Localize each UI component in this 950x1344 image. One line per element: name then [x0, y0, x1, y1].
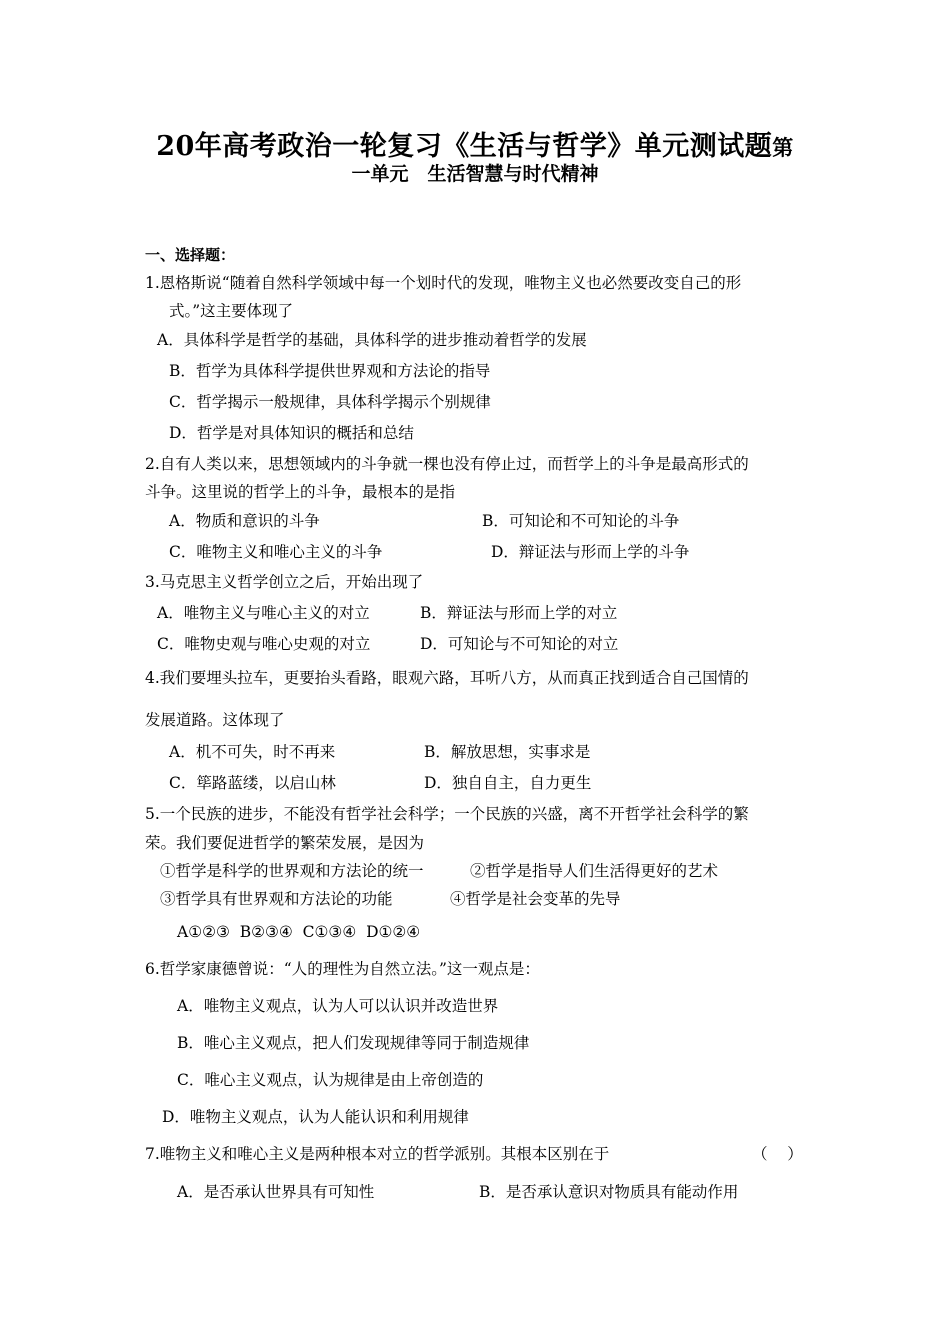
- question-1-stem-line2: 式。”这主要体现了: [169, 302, 294, 320]
- question-2-option-c: C．唯物主义和唯心主义的斗争: [169, 543, 383, 561]
- document-title-line2: 一单元 生活智慧与时代精神: [351, 163, 599, 185]
- question-1-option-a: A．具体科学是哲学的基础，具体科学的进步推动着哲学的发展: [157, 331, 587, 349]
- question-3-option-b: B．辩证法与形而上学的对立: [420, 604, 618, 622]
- document-title-line1: [0, 124, 950, 163]
- question-1-option-d: D．哲学是对具体知识的概括和总结: [169, 424, 414, 442]
- question-1-option-c: C．哲学揭示一般规律，具体科学揭示个别规律: [169, 393, 491, 411]
- question-2-option-b: B．可知论和不可知论的斗争: [482, 512, 680, 530]
- question-3-option-d: D．可知论与不可知论的对立: [420, 635, 619, 653]
- question-7-stem: 7.唯物主义和唯心主义是两种根本对立的哲学派别。其根本区别在于: [145, 1145, 610, 1163]
- question-5-statement-3: ③哲学具有世界观和方法论的功能: [160, 890, 393, 908]
- question-2-stem-line1: 2.自有人类以来，思想领域内的斗争就一棵也没有停止过，而哲学上的斗争是最高形式的: [145, 455, 749, 473]
- question-3-stem: 3.马克思主义哲学创立之后，开始出现了: [145, 573, 424, 591]
- question-5-statement-4: ④哲学是社会变革的先导: [450, 890, 621, 908]
- question-3-option-c: C．唯物史观与唯心史观的对立: [157, 635, 371, 653]
- question-5-choices: A①②③ B②③④ C①③④ D①②④: [177, 923, 421, 941]
- question-5-stem-line2: 荣。我们要促进哲学的繁荣发展，是因为: [145, 834, 425, 852]
- question-4-stem-line2: 发展道路。这体现了: [145, 711, 285, 729]
- question-4-option-c: C．筚路蓝缕，以启山林: [169, 774, 336, 792]
- document-title-tail: 第: [772, 135, 794, 160]
- question-5-stem-line1: 5.一个民族的进步，不能没有哲学社会科学；一个民族的兴盛，离不开哲学社会科学的繁: [145, 805, 749, 823]
- question-4-option-b: B．解放思想，实事求是: [424, 743, 591, 761]
- answer-bracket: （ ）: [752, 1145, 803, 1163]
- question-4-stem-line1: 4.我们要埋头拉车，更要抬头看路，眼观六路，耳听八方，从而真正找到适合自己国情的: [145, 669, 749, 687]
- question-6-stem: 6.哲学家康德曾说：“人的理性为自然立法。”这一观点是：: [145, 960, 540, 978]
- question-3-option-a: A．唯物主义与唯心主义的对立: [157, 604, 370, 622]
- question-2-option-d: D．辩证法与形而上学的斗争: [491, 543, 690, 561]
- question-6-option-a: A．唯物主义观点，认为人可以认识并改造世界: [177, 997, 499, 1015]
- question-6-option-c: C．唯心主义观点，认为规律是由上帝创造的: [177, 1071, 484, 1089]
- question-6-option-b: B．唯心主义观点，把人们发现规律等同于制造规律: [177, 1034, 530, 1052]
- document-title-main: 20年高考政治一轮复习《生活与哲学》单元测试题: [156, 131, 773, 162]
- question-7-option-b: B．是否承认意识对物质具有能动作用: [479, 1183, 739, 1201]
- question-5-statement-2: ②哲学是指导人们生活得更好的艺术: [470, 862, 719, 880]
- question-7-option-a: A．是否承认世界具有可知性: [177, 1183, 375, 1201]
- question-5-statement-1: ①哲学是科学的世界观和方法论的统一: [160, 862, 424, 880]
- question-4-option-d: D．独自自主，自力更生: [424, 774, 592, 792]
- section-heading: 一、选择题：: [145, 246, 236, 264]
- question-1-stem-line1: 1.恩格斯说“随着自然科学领域中每一个划时代的发现，唯物主义也必然要改变自己的形: [145, 274, 742, 292]
- question-4-option-a: A．机不可失，时不再来: [169, 743, 336, 761]
- question-2-option-a: A．物质和意识的斗争: [169, 512, 320, 530]
- question-1-option-b: B．哲学为具体科学提供世界观和方法论的指导: [169, 362, 491, 380]
- question-2-stem-line2: 斗争。这里说的哲学上的斗争，最根本的是指: [145, 483, 456, 501]
- question-6-option-d: D．唯物主义观点，认为人能认识和利用规律: [162, 1108, 469, 1126]
